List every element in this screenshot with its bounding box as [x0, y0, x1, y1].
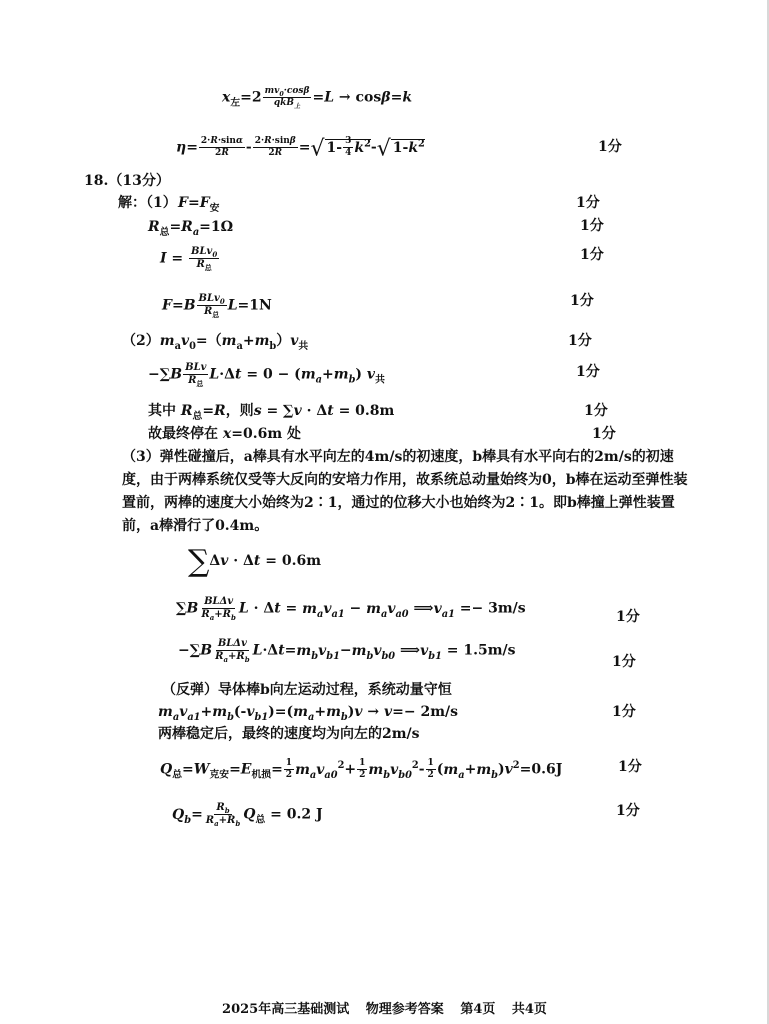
equation-x-left: $x_左=2$ $mv_0\cdot\cos\beta$ qkB$_上$ =L → cosβ=k	[222, 86, 413, 110]
footer-page: 第4页	[460, 1002, 496, 1017]
score-8: 1分	[584, 403, 608, 419]
equation-p3-2: ∑B BLΔv $R_a+R_b$ $L \cdot \Delta t = m_av_{a1} - m_av_{a0}$ $⟹v_{a1} =- 3m/s$	[176, 596, 526, 622]
score-14: 1分	[616, 803, 640, 819]
equation-p1-1: $F=F_安$	[178, 195, 220, 214]
score-11: 1分	[612, 654, 636, 670]
equation-p1-2: $R_总=R_a=1\Omega$	[148, 219, 234, 238]
equation-p2-4: 故最终停在 x=0.6m 处	[148, 426, 302, 442]
paragraph-p3: （3）弹性碰撞后，a棒具有水平向左的4m/s的初速度，b棒具有水平向右的2m/s的初速度，由于两棒系统仅受等大反向的安培力作用，故系统总动量始终为0，b棒在运动至弹性装置前，两棒的速度大小始终为2∶1，通过的位移大小也始终为2∶1。即b棒撞上弹性装置前，a棒滑行了0.4m。	[122, 449, 688, 534]
equation-p3-4: $m_av_{a1}+m_b(-v_{b1})=(m_a+m_b)v \to v=- 2m/s$	[158, 704, 459, 723]
equation-p3-3: −∑B BLΔv $R_a+R_b$ $L\cdot\Delta t=m_bv_{b1}-m_bv_{b0}$ $⟹v_{b1} = 1.5m/s$	[178, 638, 516, 664]
score-12: 1分	[612, 704, 636, 720]
score-9: 1分	[592, 426, 616, 442]
solution-part-1-label: 解：（1）	[118, 195, 177, 211]
equation-p2-1: $(2)m_av_0=(m_a+m_b)v_共$	[122, 333, 309, 352]
score-13: 1分	[618, 759, 642, 775]
equation-p3-1: ∑Δv · Δt = 0.6m	[188, 544, 322, 579]
footer-exam: 2025年高三基础测试	[222, 1002, 350, 1017]
footer-total: 共4页	[511, 1002, 547, 1017]
page-footer	[0, 998, 769, 1017]
equation-p1-4: F=B BLv$_0$ $R_总$ L=1N	[162, 293, 272, 319]
score-5: 1分	[570, 293, 594, 309]
paragraph-p3-3: 两棒稳定后，最终的速度均为向左的2m/s	[158, 726, 420, 742]
score-10: 1分	[616, 609, 640, 625]
equation-p2-3: 其中 $R_总=R$，则s = ∑v · Δt = 0.8m	[148, 403, 395, 422]
equation-p2-2: −∑B BLv $R_总$ $L\cdot\Delta t = 0 - (m_a+m_b)$ $v_共$	[148, 362, 385, 388]
score-1: 1分	[598, 139, 622, 155]
equation-p3-6: $Q_b=$ $\frac{R_b}{R_a+R_b}$ $Q_总 = 0.2$ J	[172, 802, 323, 828]
equation-eta: η= $\frac{2\cdot R\cdot\sin\alpha}{2R}$ - $\frac{2\cdot R\cdot\sin\beta}{2R}$ =√ 1- $\frac{3}{4}$ $k^2-√$ $1-k^2$	[176, 136, 425, 162]
paragraph-p3-2: （反弹）导体棒b向左运动过程，系统动量守恒	[162, 682, 452, 698]
score-2: 1分	[576, 195, 600, 211]
footer-subject: 物理参考答案	[365, 1002, 444, 1017]
score-6: 1分	[568, 333, 592, 349]
score-4: 1分	[580, 247, 604, 263]
equation-p3-5: $Q_总=W_{克安}=E_{机损}=$ $\frac{1}{2}$ $m_av_{a0}^2+$ $\frac{1}{2}$ $m_bv_{b0}^2-$ $\frac{1}{2}$ $(m_a+m_b)v^2=0.6J$	[160, 758, 563, 781]
score-3: 1分	[580, 218, 604, 234]
equation-p1-3: I = BLv$_0$ $R_总$	[160, 246, 218, 272]
problem-header: 18.（13分）	[84, 173, 170, 189]
score-7: 1分	[576, 364, 600, 380]
